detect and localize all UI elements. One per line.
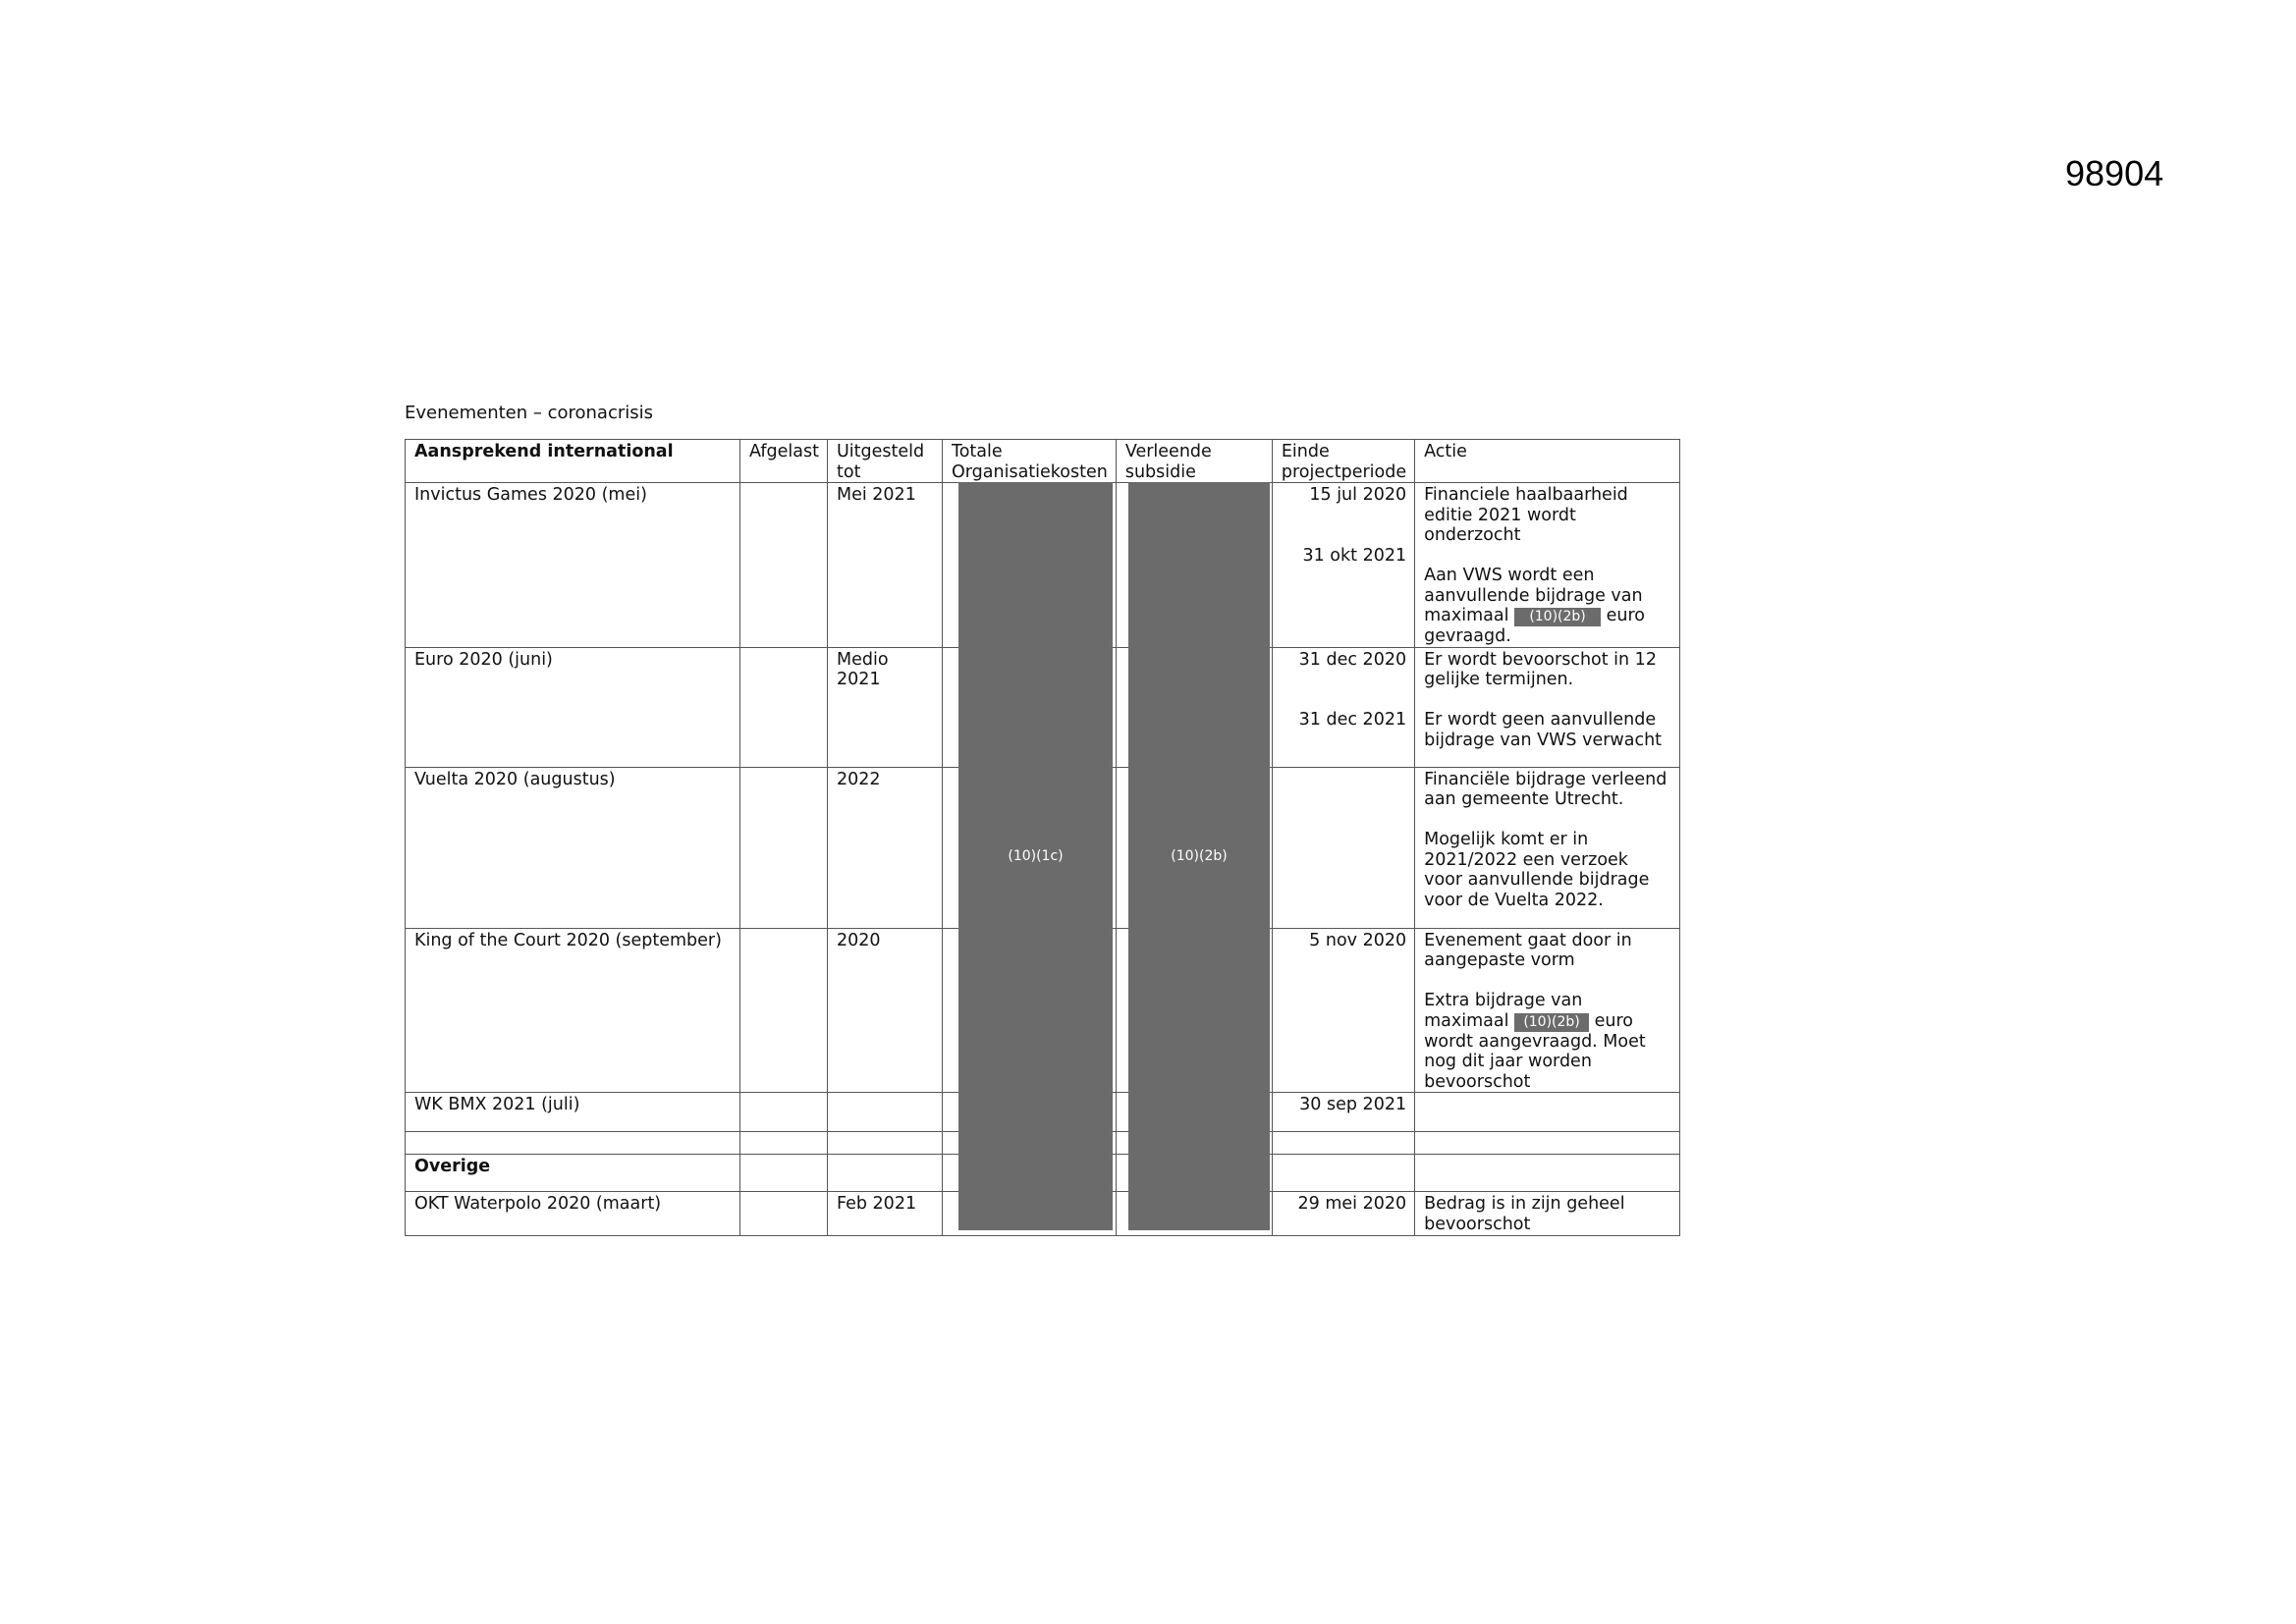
cell-uitgesteld: 2020 [828, 928, 943, 1093]
table-header-row [406, 440, 1680, 483]
cell-uitgesteld: 2022 [828, 767, 943, 928]
redaction-subsidie-column: (10)(2b) [1128, 482, 1270, 1230]
header-subsidie: Verleende subsidie [1116, 440, 1272, 483]
cell-actie [1415, 1093, 1680, 1132]
document-number: 98904 [2065, 153, 2164, 193]
header-afgelast: Afgelast [740, 440, 828, 483]
cell-einde: 5 nov 2020 [1272, 928, 1414, 1093]
header-uitgesteld: Uitgesteld tot [828, 440, 943, 483]
redaction-box: (10)(2b) [1514, 1013, 1589, 1032]
cell-afgelast [740, 647, 828, 767]
header-einde: Einde projectperiode [1272, 440, 1414, 483]
cell-event: Invictus Games 2020 (mei) [406, 483, 740, 648]
cell-einde: 31 dec 2020 31 dec 2021 [1272, 647, 1414, 767]
redaction-kosten-column: (10)(1c) [958, 482, 1113, 1230]
cell-einde: 15 jul 2020 31 okt 2021 [1272, 483, 1414, 648]
redaction-box: (10)(2b) [1514, 608, 1601, 626]
cell-actie: Financiele haalbaarheid editie 2021 wordt onderzocht Aan VWS wordt een aanvullende bijdrage van maximaal (10)(2b) euro gevraagd. [1415, 483, 1680, 648]
table-caption: Evenementen – coronacrisis [405, 403, 654, 423]
cell-einde [1272, 767, 1414, 928]
cell-einde: 30 sep 2021 [1272, 1093, 1414, 1132]
cell-uitgesteld: Feb 2021 [828, 1192, 943, 1236]
cell-afgelast [740, 1192, 828, 1236]
cell-actie: Bedrag is in zijn geheel bevoorschot [1415, 1192, 1680, 1236]
header-event: Aansprekend international [406, 440, 740, 483]
cell-uitgesteld: Mei 2021 [828, 483, 943, 648]
cell-uitgesteld [828, 1093, 943, 1132]
header-kosten: Totale Organisatiekosten [943, 440, 1117, 483]
cell-event: Euro 2020 (juni) [406, 647, 740, 767]
cell-actie: Financiële bijdrage verleend aan gemeente Utrecht. Mogelijk komt er in 2021/2022 een verzoek voor aanvullende bijdrage voor de Vuelta 2022. [1415, 767, 1680, 928]
cell-afgelast [740, 928, 828, 1093]
cell-afgelast [740, 1093, 828, 1132]
cell-afgelast [740, 767, 828, 928]
header-actie: Actie [1415, 440, 1680, 483]
cell-event: OKT Waterpolo 2020 (maart) [406, 1192, 740, 1236]
cell-event: Vuelta 2020 (augustus) [406, 767, 740, 928]
section-label: Overige [406, 1155, 740, 1192]
cell-event: King of the Court 2020 (september) [406, 928, 740, 1093]
cell-einde: 29 mei 2020 [1272, 1192, 1414, 1236]
cell-actie: Evenement gaat door in aangepaste vorm Extra bijdrage van maximaal (10)(2b) euro wordt aangevraagd. Moet nog dit jaar worden bevoorschot [1415, 928, 1680, 1093]
cell-event: WK BMX 2021 (juli) [406, 1093, 740, 1132]
cell-actie: Er wordt bevoorschot in 12 gelijke termijnen. Er wordt geen aanvullende bijdrage van VWS verwacht [1415, 647, 1680, 767]
cell-afgelast [740, 483, 828, 648]
cell-uitgesteld: Medio 2021 [828, 647, 943, 767]
